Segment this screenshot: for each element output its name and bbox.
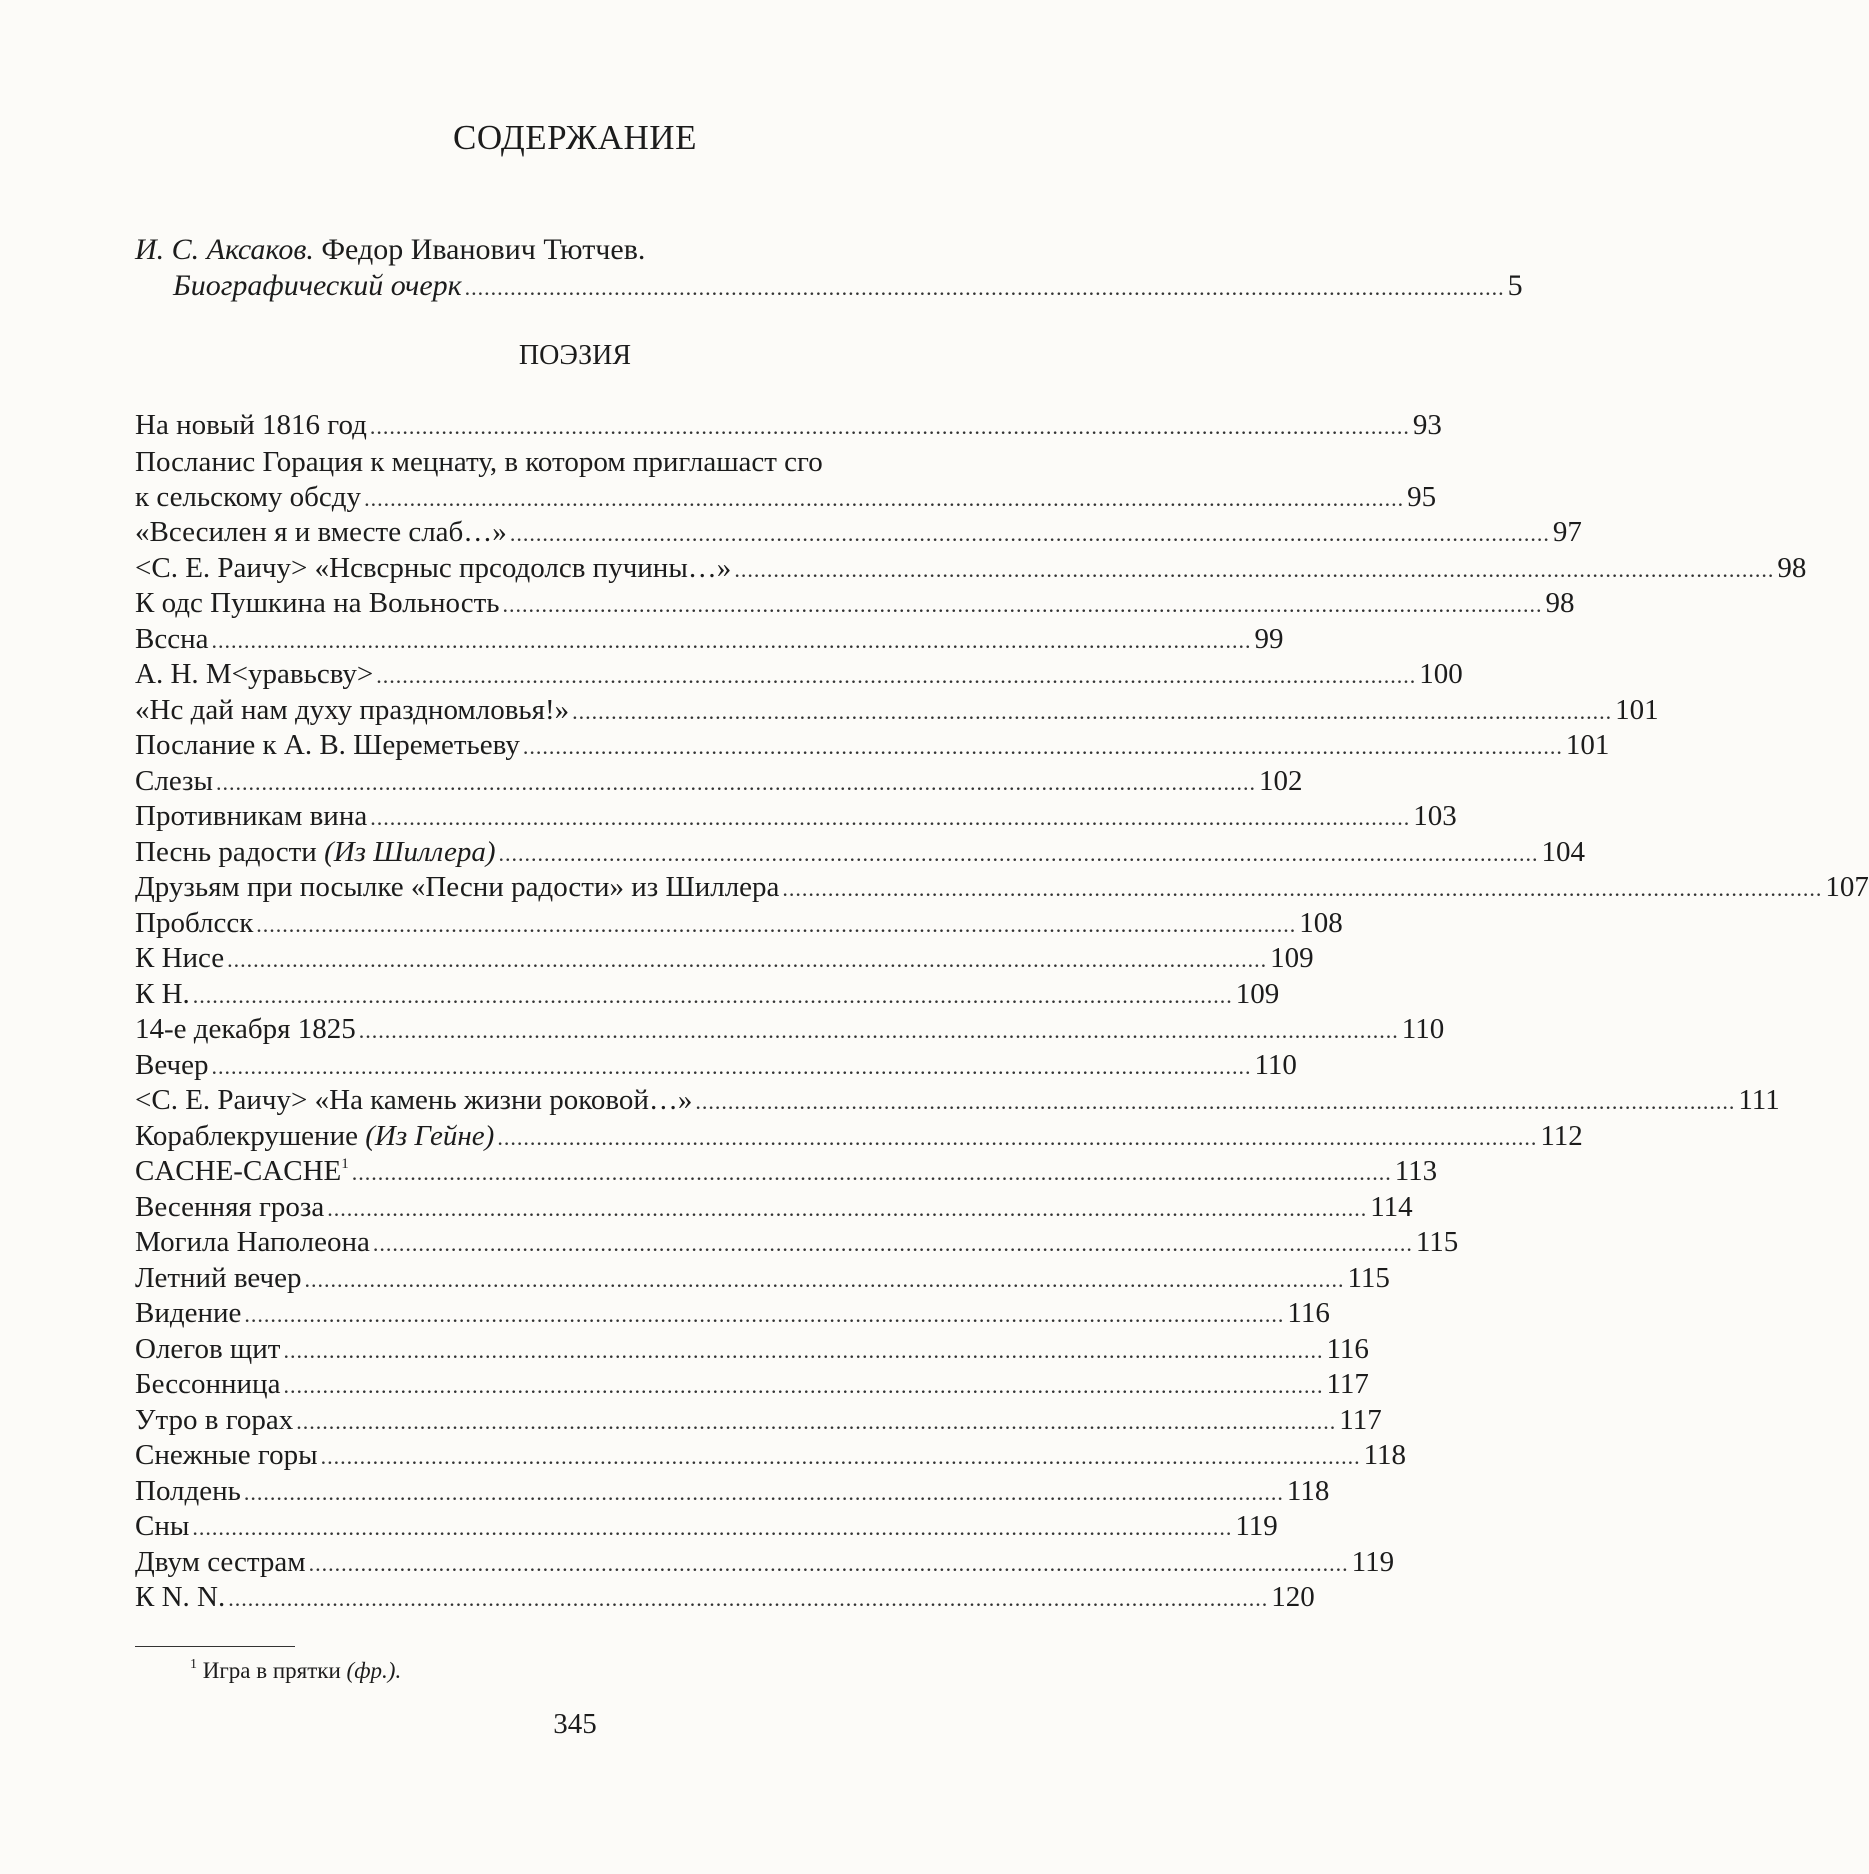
footnote-mark: 1	[190, 1657, 197, 1672]
intro-page: 5	[1507, 269, 1523, 302]
leader-dots: ................................................................................................................................................................	[327, 1195, 1368, 1221]
toc-entry: Противникам вина ................................................................................................................................................................ 103	[135, 799, 1001, 835]
leader-dots: ................................................................................................................................................................	[192, 1515, 1233, 1540]
toc-entry: Песнь радости (Из Шиллера) ................................................................................................................................................................ 104	[135, 835, 1001, 871]
leader-dots: ................................................................................................................................................................	[370, 805, 1411, 830]
toc-entry: «Нс дай нам духу праздномловья!» ................................................................................................................................................................ 101	[135, 693, 1001, 729]
section-title: ПОЭЗИЯ	[518, 340, 632, 371]
toc-entry: Полдень ................................................................................................................................................................ 118	[135, 1474, 1001, 1510]
leader-dots: ................................................................................................................................................................	[320, 1444, 1361, 1469]
leader-dots: ................................................................................................................................................................	[192, 982, 1233, 1008]
toc-entry: Бессонница ................................................................................................................................................................ 117	[135, 1367, 1001, 1403]
leader-dots: ................................................................................................................................................................	[283, 1337, 1324, 1363]
leader-dots: ................................................................................................................................................................	[372, 1231, 1413, 1256]
intro-subtitle: Биографический очерк	[173, 269, 462, 302]
leader-dots: ................................................................................................................................................................	[358, 1018, 1399, 1043]
toc-entry: Друзьям при посылке «Песни радости» из Шиллера ................................................................................................................................................................ 107	[135, 870, 1001, 906]
leader-dots: ................................................................................................................................................................	[502, 592, 1543, 617]
leader-dots: ................................................................................................................................................................	[244, 1302, 1285, 1327]
footnote-note: (фр.).	[346, 1658, 402, 1683]
toc-entry: Проблсск ................................................................................................................................................................ 108	[135, 906, 1001, 942]
leader-dots: ................................................................................................................................................................	[509, 521, 1550, 546]
page-title: СОДЕРЖАНИЕ	[453, 118, 697, 157]
leader-dots: ................................................................................................................................................................	[464, 275, 1505, 300]
toc-entry: Снежные горы ................................................................................................................................................................ 118	[135, 1438, 1001, 1474]
footnote-marker: 1	[341, 1156, 349, 1172]
leader-dots: ................................................................................................................................................................	[497, 1124, 1538, 1150]
toc-entry: <С. Е. Раичу> «На камень жизни роковой…» ................................................................................................................................................................ 111	[135, 1083, 1001, 1119]
toc-entry: Вечер ................................................................................................................................................................ 110	[135, 1048, 1001, 1084]
toc-entry: Могила Наполеона ................................................................................................................................................................ 115	[135, 1225, 1001, 1261]
leader-dots: ................................................................................................................................................................	[498, 840, 1539, 866]
toc-entry: «Всесилен я и вместе слаб…» ................................................................................................................................................................ 97	[135, 515, 1001, 551]
page-number: 345	[553, 1708, 597, 1740]
toc-entry: Вссна ................................................................................................................................................................ 99	[135, 622, 1001, 658]
leader-dots: ................................................................................................................................................................	[304, 1266, 1345, 1292]
toc-entry: На новый 1816 год ................................................................................................................................................................ 93	[135, 408, 1001, 444]
leader-dots: ................................................................................................................................................................	[734, 556, 1775, 582]
toc-entry: Утро в горах ................................................................................................................................................................ 117	[135, 1403, 1001, 1439]
footnote	[190, 1658, 401, 1684]
leader-dots: ................................................................................................................................................................	[215, 769, 1256, 795]
leader-dots: ................................................................................................................................................................	[308, 1550, 1349, 1576]
toc-entry: CACHE-CACHE$^1$ ................................................................................................................................................................ 113	[135, 1154, 1001, 1190]
toc-entry: Кораблекрушение (Из Гейне) ................................................................................................................................................................ 112	[135, 1119, 1001, 1155]
leader-dots: ................................................................................................................................................................	[227, 947, 1268, 972]
leader-dots: ................................................................................................................................................................	[364, 485, 1405, 511]
intro-author: И. С. Аксаков.	[135, 233, 314, 266]
footnote-text: Игра в прятки	[202, 1658, 341, 1683]
toc-entry: К Н. ................................................................................................................................................................ 109	[135, 977, 1001, 1013]
leader-dots: ................................................................................................................................................................	[782, 876, 1823, 901]
leader-dots: ................................................................................................................................................................	[243, 1479, 1284, 1505]
toc-entry: К одс Пушкина на Вольность ................................................................................................................................................................ 98	[135, 586, 1001, 622]
toc-entry: А. Н. М<уравьсву> ................................................................................................................................................................ 100	[135, 657, 1001, 693]
toc-entry: 14-е декабря 1825 ................................................................................................................................................................ 110	[135, 1012, 1001, 1048]
leader-dots: ................................................................................................................................................................	[522, 734, 1563, 759]
leader-dots: ................................................................................................................................................................	[256, 911, 1297, 937]
leader-dots: ................................................................................................................................................................	[296, 1408, 1337, 1434]
toc-entry: Посланис Горация к мецнату, в котором приглашаст сго к сельскому обсду ................................................................................................................................................................ 95	[135, 444, 1001, 516]
toc-entry: Олегов щит ................................................................................................................................................................ 116	[135, 1332, 1001, 1368]
footnote-rule	[135, 1646, 295, 1647]
toc-entry: Слезы ................................................................................................................................................................ 102	[135, 764, 1001, 800]
toc-entry: Двум сестрам ................................................................................................................................................................ 119	[135, 1545, 1001, 1581]
toc-list	[135, 408, 1869, 1616]
toc-entry: Послание к А. В. Шереметьеву ................................................................................................................................................................ 101	[135, 728, 1001, 764]
toc-entry: К N. N. ................................................................................................................................................................ 120	[135, 1580, 1001, 1616]
toc-entry: Сны ................................................................................................................................................................ 119	[135, 1509, 1001, 1545]
leader-dots: ................................................................................................................................................................	[369, 414, 1410, 439]
leader-dots: ................................................................................................................................................................	[211, 1053, 1252, 1079]
leader-dots: ................................................................................................................................................................	[228, 1586, 1269, 1611]
leader-dots: ................................................................................................................................................................	[572, 698, 1613, 724]
toc-entry: Летний вечер ................................................................................................................................................................ 115	[135, 1261, 1001, 1297]
toc-entry: Весенняя гроза ................................................................................................................................................................ 114	[135, 1190, 1001, 1226]
leader-dots: ................................................................................................................................................................	[211, 627, 1252, 653]
intro-subject: Федор Иванович Тютчев.	[321, 233, 646, 266]
intro-entry	[135, 232, 1523, 304]
leader-dots: ................................................................................................................................................................	[351, 1160, 1392, 1185]
leader-dots: ................................................................................................................................................................	[283, 1373, 1324, 1398]
leader-dots: ................................................................................................................................................................	[695, 1089, 1736, 1114]
toc-entry: Видение ................................................................................................................................................................ 116	[135, 1296, 1001, 1332]
toc-entry: К Нисе ................................................................................................................................................................ 109	[135, 941, 1001, 977]
toc-entry: <С. Е. Раичу> «Нсвсрныс прсодолсв пучины…» ................................................................................................................................................................ 98	[135, 551, 1001, 587]
leader-dots: ................................................................................................................................................................	[376, 663, 1417, 688]
